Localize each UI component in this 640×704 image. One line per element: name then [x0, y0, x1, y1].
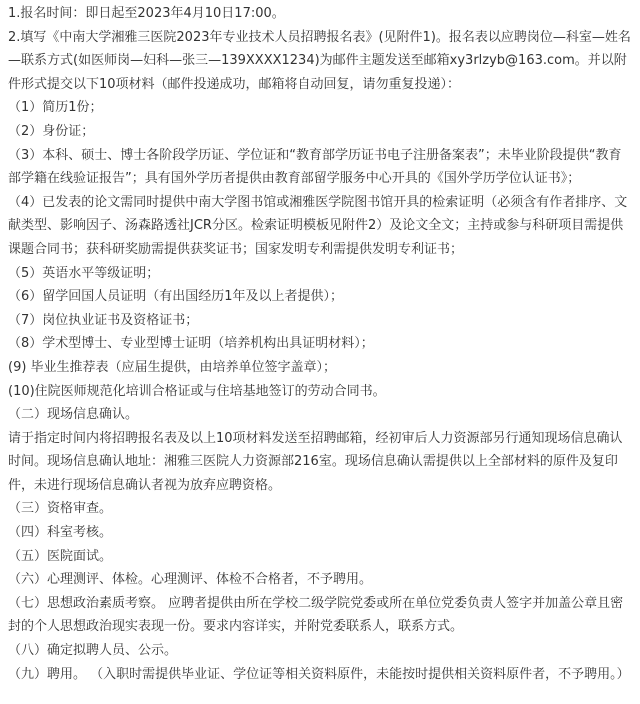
material-item-residency-training: (10)住院医师规范化培训合格证或与住培基地签订的劳动合同书。 — [8, 383, 386, 399]
registration-time: 1.报名时间：即日起至2023年4月10日17:00。 — [8, 6, 285, 21]
section-department-assessment: （四）科室考核。 — [8, 525, 113, 541]
section-psych-physical-exam: （六）心理测评、体检。心理测评、体检不合格者，不予聘用。 — [8, 572, 373, 588]
material-item-practice-license: （7）岗位执业证书及资格证书； — [8, 312, 199, 328]
material-item-publications: （4）已发表的论文需同时提供中南大学图书馆或湘雅医学院图书馆开具的检索证明（必须含有作者排序、文献类型、影响因子、汤森路透社JCR分区。检索证明模板见附件2）及论文全文；主持或参与科研项目需提供课题合同书；获科研奖励需提供获奖证书；国家发明专利需提供发明专利证书； — [8, 194, 628, 257]
material-item-resume: （1）简历1份； — [8, 100, 103, 116]
application-instructions: 2.填写《中南大学湘雅三医院2023年专业技术人员招聘报名表》(见附件1)。报名表以应聘岗位—科室—姓名—联系方式(如医师岗—妇科—张三—139XXXX1234)为邮件主题发送至邮箱xy3rlzyb@163.com。并以附件形式提交以下10项材料（邮件投递成功，邮箱将自动回复，请勿重复投递）： — [8, 29, 631, 92]
material-item-id-card: （2）身份证； — [8, 123, 95, 139]
section-onsite-confirmation: （二）现场信息确认。 — [8, 407, 139, 423]
section-publicity: （八）确定拟聘人员、公示。 — [8, 643, 178, 659]
material-item-graduate-recommendation: (9) 毕业生推荐表（应届生提供，由培养单位签字盖章）； — [8, 359, 337, 375]
material-item-degree-certificates: （3）本科、硕士、博士各阶段学历证、学位证和“教育部学历证书电子注册备案表”；未毕业阶段提供“教育部学籍在线验证报告”；具有国外学历者提供由教育部留学服务中心开具的《国外学历学位认证书》； — [8, 147, 622, 187]
material-item-doctorate-proof: （8）学术型博士、专业型博士证明（培养机构出具证明材料）； — [8, 336, 374, 352]
section-employment: （九）聘用。 （入职时需提供毕业证、学位证等相关资料原件，未能按时提供相关资料原件者，不予聘用。） — [8, 666, 630, 682]
material-item-overseas-return: （6）留学回国人员证明（有出国经历1年及以上者提供）； — [8, 289, 344, 305]
section-political-review: （七）思想政治素质考察。 应聘者提供由所在学校二级学院党委或所在单位党委负责人签字并加盖公章且密封的个人思想政治现实表现一份。要求内容详实，并附党委联系人，联系方式。 — [8, 595, 624, 635]
material-item-english-level: （5）英语水平等级证明； — [8, 265, 160, 281]
section-qualification-review: （三）资格审查。 — [8, 501, 113, 517]
onsite-confirmation-details: 请于指定时间内将招聘报名表及以上10项材料发送至招聘邮箱，经初审后人力资源部另行通知现场信息确认时间。现场信息确认地址：湘雅三医院人力资源部216室。现场信息确认需提供以上全部材料的原件及复印件，未进行现场信息确认者视为放弃应聘资格。 — [8, 430, 623, 493]
section-hospital-interview: （五）医院面试。 — [8, 548, 113, 564]
